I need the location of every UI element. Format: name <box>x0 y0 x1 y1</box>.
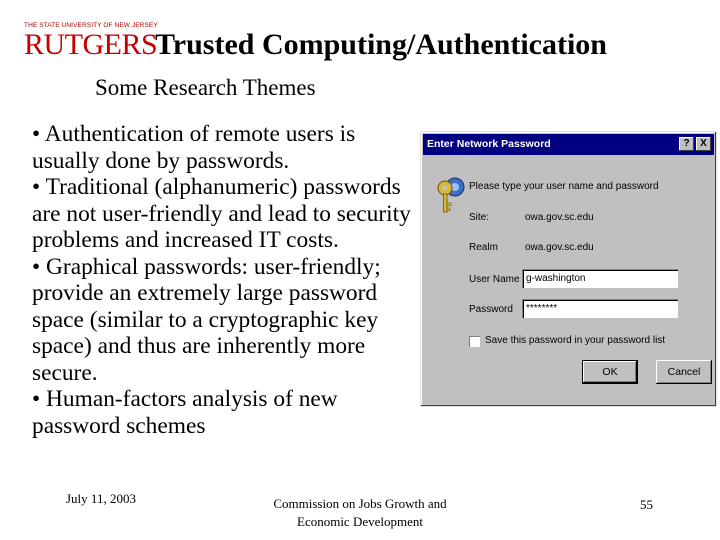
bullet-list <box>32 121 420 439</box>
bullet-item: • Human-factors analysis of new password schemes <box>32 386 338 439</box>
username-label: User Name <box>469 274 520 285</box>
slide-subtitle: Some Research Themes <box>95 75 316 100</box>
footer-date: July 11, 2003 <box>66 491 136 506</box>
realm-label: Realm <box>469 242 498 253</box>
logo-tagline: THE STATE UNIVERSITY OF NEW JERSEY <box>24 22 158 29</box>
key-icon <box>435 176 469 216</box>
bullet-item: • Authentication of remote users is usually done by passwords. <box>32 121 356 174</box>
dialog-title: Enter Network Password <box>427 138 551 150</box>
password-label: Password <box>469 304 513 315</box>
dialog-prompt: Please type your user name and password <box>469 181 659 192</box>
network-password-dialog <box>420 131 717 407</box>
site-value: owa.gov.sc.edu <box>525 212 594 223</box>
password-field[interactable]: ******** <box>522 299 678 318</box>
dialog-titlebar <box>423 134 714 155</box>
realm-value: owa.gov.sc.edu <box>525 242 594 253</box>
rutgers-logo <box>24 22 158 64</box>
logo-wordmark: RUTGERS <box>24 28 158 61</box>
page-number: 55 <box>640 497 653 512</box>
cancel-button[interactable]: Cancel <box>656 360 712 384</box>
footer-center-text: Commission on Jobs Growth and Economic Development <box>273 496 447 529</box>
slide-title: Trusted Computing/Authentication <box>155 28 607 61</box>
ok-button[interactable]: OK <box>582 360 638 384</box>
help-button[interactable]: ? <box>679 137 694 151</box>
bullet-item: • Graphical passwords: user-friendly; provide an extremely large password space (similar to a cryptographic key space) and thus are inherently more secure. <box>32 253 381 386</box>
save-password-checkbox[interactable] <box>469 336 480 347</box>
bullet-item: • Traditional (alphanumeric) passwords are not user-friendly and lead to security problems and increased IT costs. <box>32 174 411 253</box>
username-field[interactable]: g-washington <box>522 269 678 288</box>
close-button[interactable]: X <box>696 137 711 151</box>
save-password-label: Save this password in your password list <box>485 335 666 346</box>
site-label: Site: <box>469 212 490 223</box>
